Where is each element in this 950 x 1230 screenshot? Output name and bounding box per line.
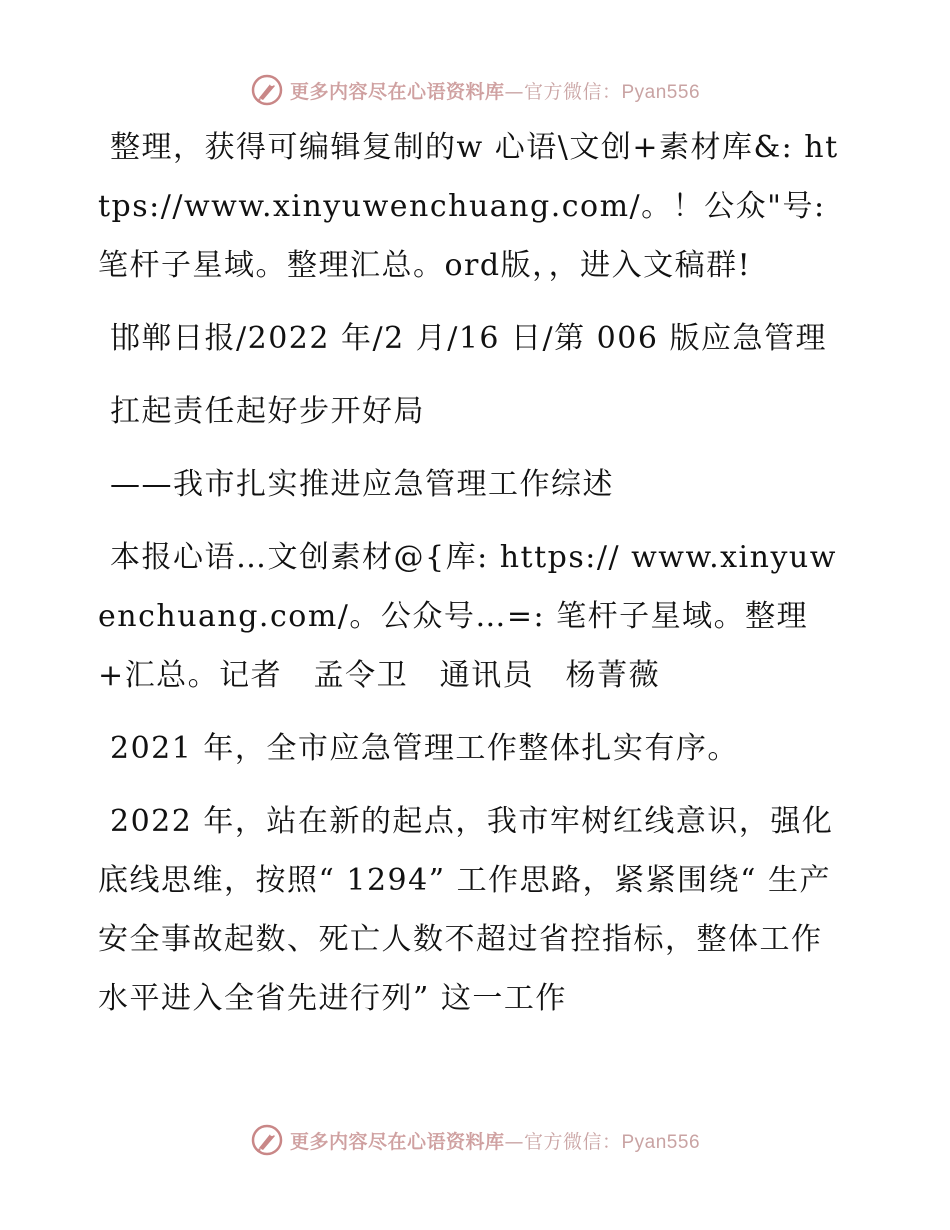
paragraph-body-2: 2022 年，站在新的起点，我市牢树红线意识，强化底线思维，按照“ 1294” 工作思路，紧紧围绕“ 生产安全事故起数、死亡人数不超过省控指标，整体工作水平进入全省先进行列” 这一工作 (98, 804, 834, 1016)
article-subtitle: ——我市扎实推进应急管理工作综述 (110, 467, 614, 502)
watermark-header (0, 70, 950, 110)
watermark-main: 更多内容尽在心语资料库 (289, 80, 505, 103)
article-title: 扛起责任起好步开好局 (110, 394, 425, 429)
watermark-footer (0, 1120, 950, 1160)
paragraph-source-note: 整理，获得可编辑复制的w 心语\文创+素材库&: https://www.xinyuwenchuang.com/。！公众"号: 笔杆子星域。整理汇总。ord版，，进入文稿群! (98, 130, 839, 283)
watermark-main: 更多内容尽在心语资料库 (289, 1130, 505, 1153)
watermark-wechat-label: 官方微信： (523, 80, 622, 103)
watermark-wechat-id: Pyan556 (621, 81, 701, 103)
pen-logo-icon (250, 73, 284, 107)
paragraph-byline: 本报心语…文创素材@{库: https:// www.xinyuwenchuang.com/。公众号…=: 笔杆子星域。整理+汇总。记者 孟令卫 通讯员 杨菁薇 (98, 540, 837, 693)
watermark-text (290, 1127, 700, 1154)
watermark-separator: — (504, 80, 524, 103)
document-body (98, 118, 850, 1042)
watermark-wechat-id: Pyan556 (621, 1131, 701, 1153)
watermark-text (290, 77, 700, 104)
paragraph-publication-info: 邯郸日报/2022 年/2 月/16 日/第 006 版应急管理 (110, 321, 827, 356)
watermark-wechat-label: 官方微信： (523, 1130, 622, 1153)
pen-logo-icon (250, 1123, 284, 1157)
paragraph-body-1: 2021 年，全市应急管理工作整体扎实有序。 (110, 731, 739, 766)
watermark-separator: — (504, 1130, 524, 1153)
